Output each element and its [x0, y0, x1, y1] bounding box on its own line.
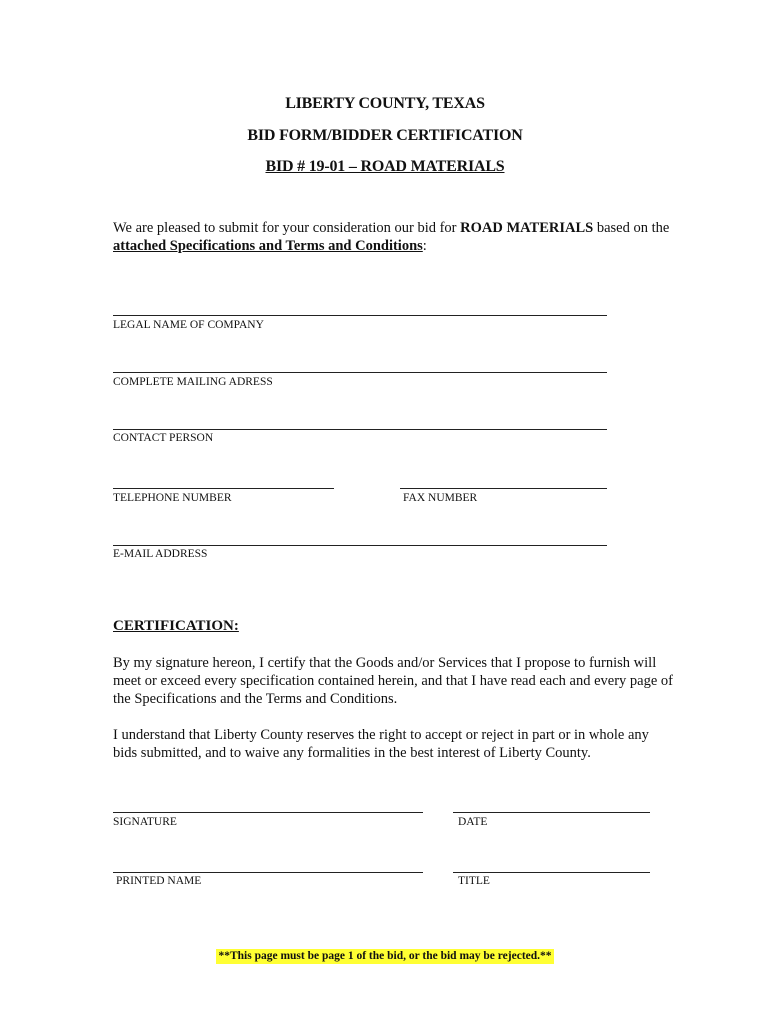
telephone-line[interactable] — [113, 488, 334, 489]
certification-paragraph-1: By my signature hereon, I certify that the Goods and/or Services that I propose to furnish will meet or exceed every specification contained herein, and that I have read each and every page of the Specifications and the Terms and Conditions. — [113, 655, 673, 707]
contact-person-line[interactable] — [113, 429, 607, 430]
email-label: E-MAIL ADDRESS — [113, 548, 208, 560]
county-title: LIBERTY COUNTY, TEXAS — [285, 95, 485, 112]
legal-name-line[interactable] — [113, 315, 607, 316]
printed-name-label: PRINTED NAME — [116, 875, 202, 887]
title-label: TITLE — [458, 875, 490, 887]
page-one-notice: **This page must be page 1 of the bid, or the bid may be rejected.** — [218, 950, 552, 962]
certification-paragraph-2: I understand that Liberty County reserves the right to accept or reject in part or in whole any bids submitted, and to waive any formalities in the best interest of Liberty County. — [113, 727, 649, 761]
mailing-address-line[interactable] — [113, 372, 607, 373]
intro-text-middle: based on the — [593, 220, 670, 236]
email-line[interactable] — [113, 545, 607, 546]
intro-bold-text: ROAD MATERIALS — [460, 220, 594, 236]
date-label: DATE — [458, 816, 488, 828]
legal-name-label: LEGAL NAME OF COMPANY — [113, 319, 264, 331]
footer-notice-wrap — [0, 946, 770, 964]
printed-name-line[interactable] — [113, 872, 423, 873]
intro-text-before: We are pleased to submit for your consideration our bid for — [113, 220, 461, 236]
intro-paragraph — [113, 219, 673, 255]
mailing-address-label: COMPLETE MAILING ADRESS — [113, 376, 273, 388]
intro-text-after: : — [422, 238, 427, 254]
fax-label: FAX NUMBER — [403, 492, 478, 504]
date-line[interactable] — [453, 812, 650, 813]
form-title: BID FORM/BIDDER CERTIFICATION — [247, 127, 523, 144]
telephone-label: TELEPHONE NUMBER — [113, 492, 232, 504]
contact-person-label: CONTACT PERSON — [113, 432, 214, 444]
title-line[interactable] — [453, 872, 650, 873]
fax-line[interactable] — [400, 488, 607, 489]
signature-line[interactable] — [113, 812, 423, 813]
bid-number-title: BID # 19-01 – ROAD MATERIALS — [265, 158, 505, 175]
signature-label: SIGNATURE — [113, 816, 177, 828]
intro-underlined-text: attached Specifications and Terms and Conditions — [113, 238, 423, 254]
certification-heading: CERTIFICATION: — [113, 618, 239, 634]
